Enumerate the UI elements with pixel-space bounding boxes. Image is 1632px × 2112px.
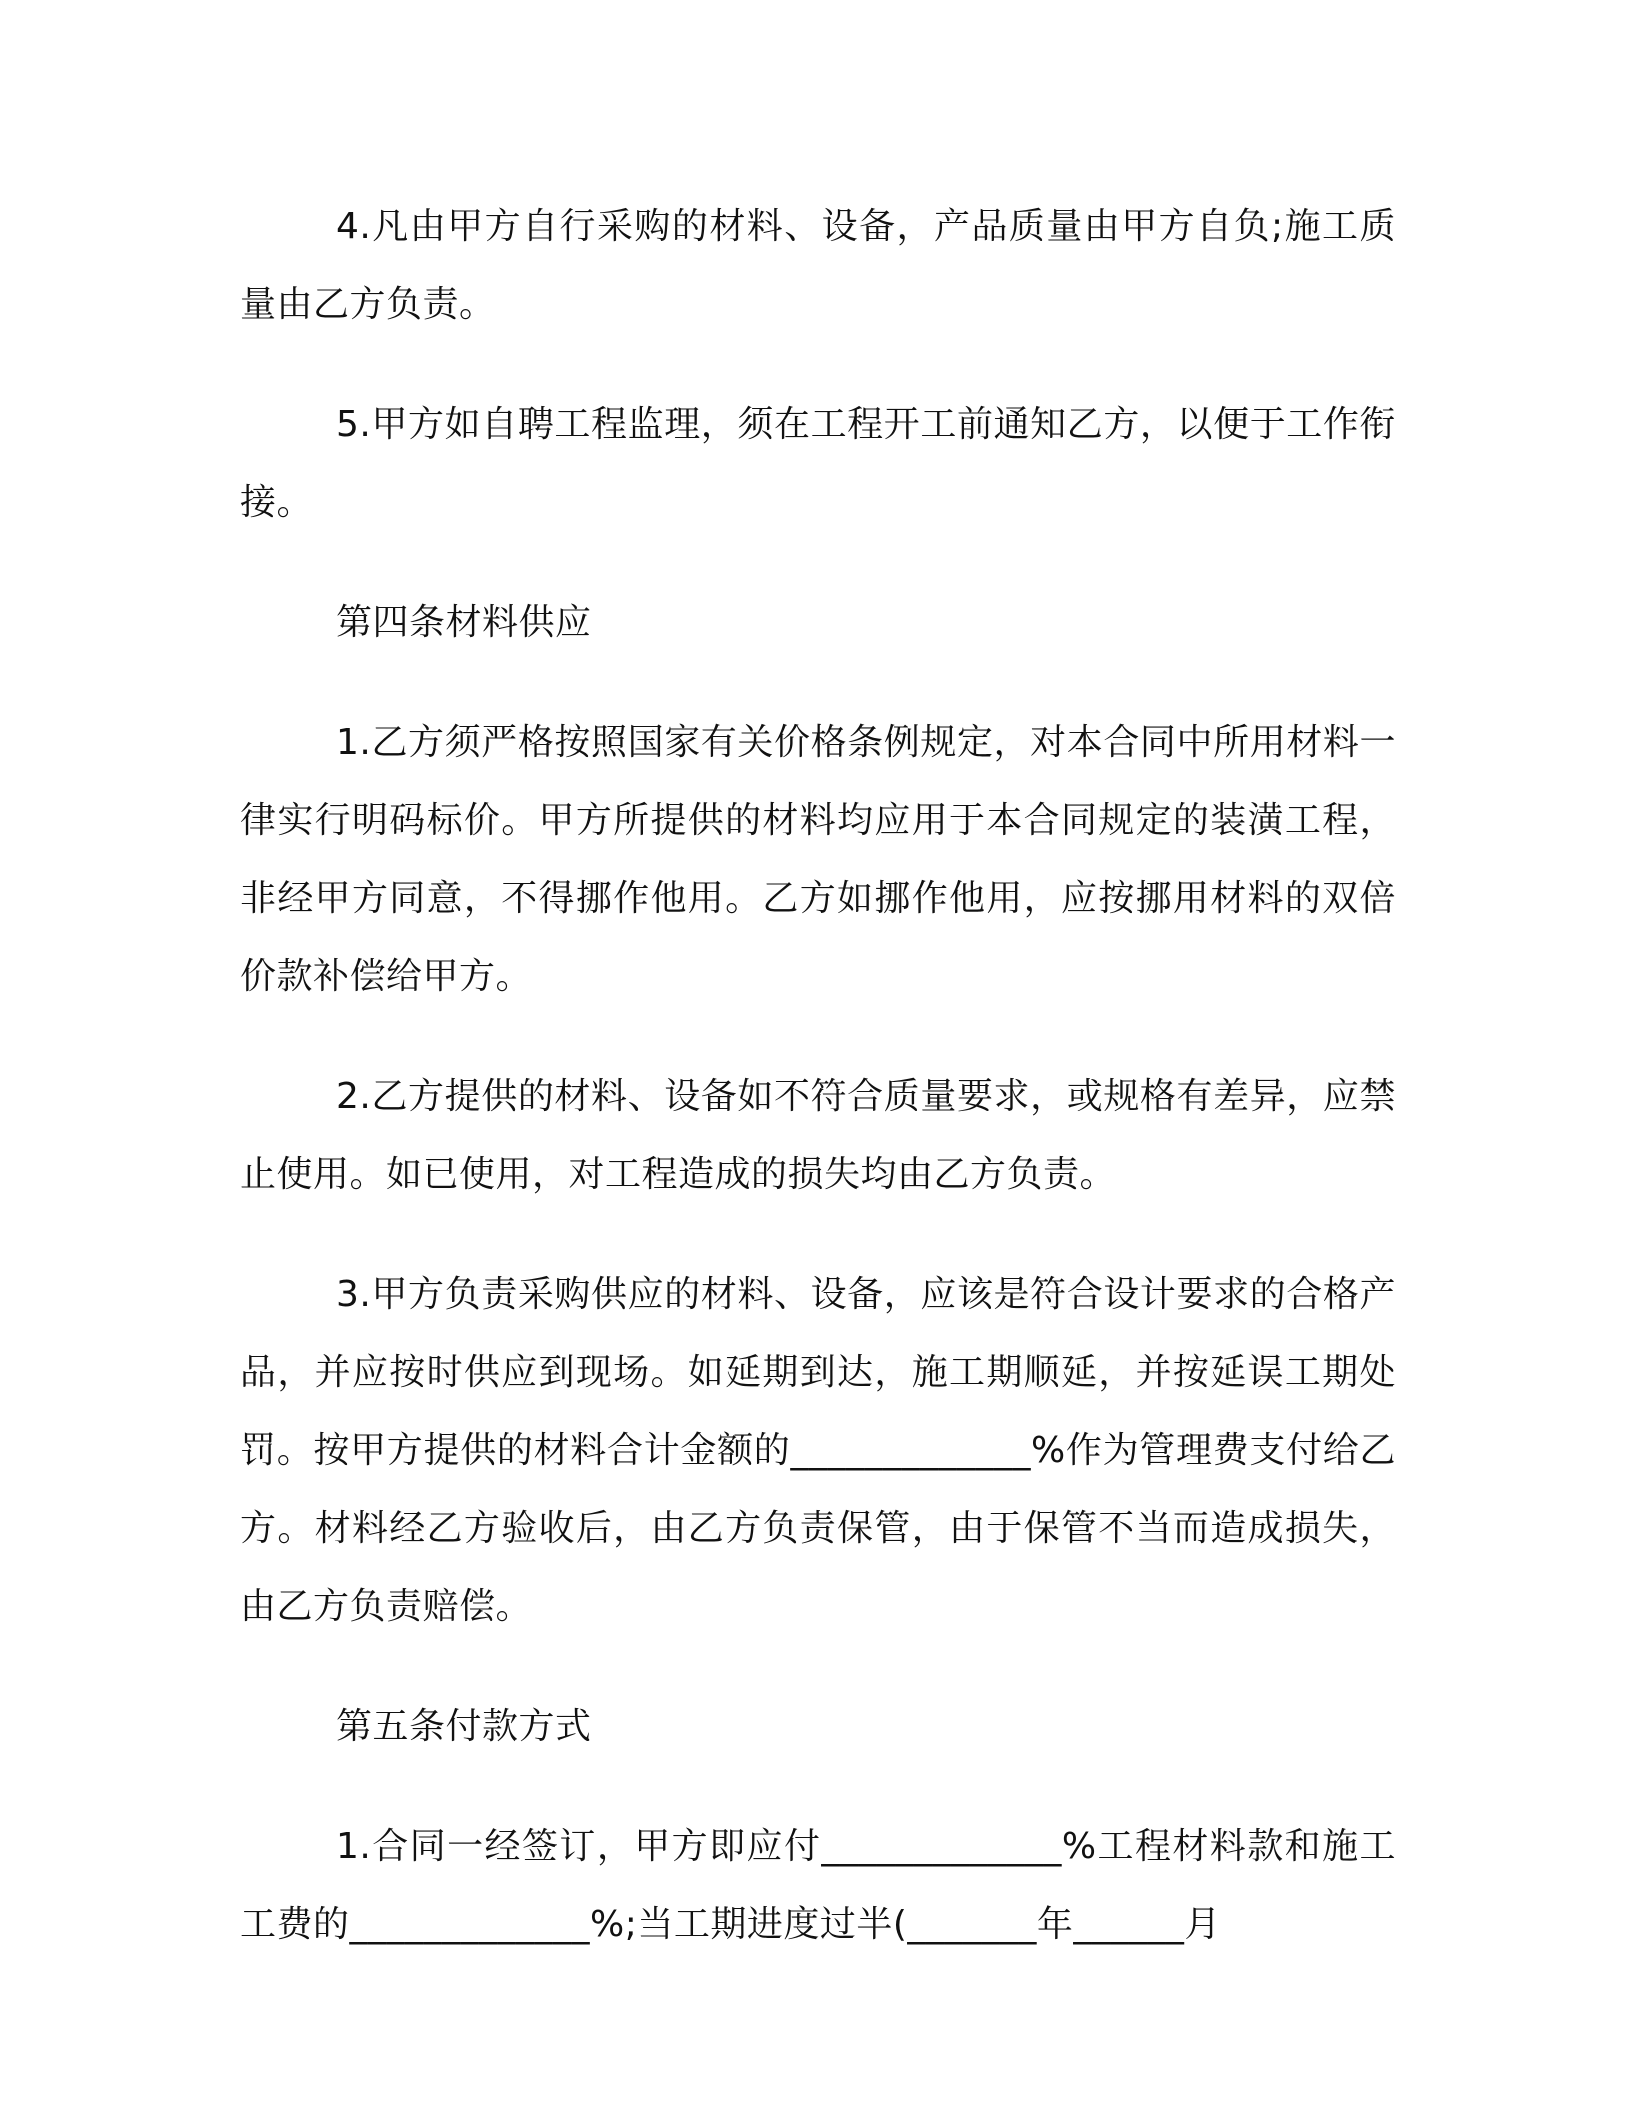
section-heading-article-5: 第五条付款方式 bbox=[336, 1706, 592, 1747]
clause-4-1-pricing: 1.乙方须严格按照国家有关价格条例规定，对本合同中所用材料一律实行明码标价。甲方所提供的材料均应用于本合同规定的装潢工程，非经甲方同意，不得挪作他用。乙方如挪作他用，应按挪用材料的双倍价款补偿给甲方。 bbox=[240, 722, 1396, 997]
clause-4-2-quality: 2.乙方提供的材料、设备如不符合质量要求，或规格有差异，应禁止使用。如已使用，对工程造成的损失均由乙方负责。 bbox=[240, 1076, 1396, 1195]
clause-5-supervision: 5.甲方如自聘工程监理，须在工程开工前通知乙方，以便于工作衔接。 bbox=[240, 404, 1396, 523]
clause-4-material-quality: 4.凡由甲方自行采购的材料、设备，产品质量由甲方自负;施工质量由乙方负责。 bbox=[240, 206, 1396, 325]
clause-5-1-payment: 1.合同一经签订，甲方即应付_____________%工程材料款和施工工费的_____________%;当工期进度过半(_______年______月 bbox=[240, 1826, 1396, 1945]
section-heading-article-4: 第四条材料供应 bbox=[336, 602, 592, 643]
clause-4-3-procurement: 3.甲方负责采购供应的材料、设备，应该是符合设计要求的合格产品，并应按时供应到现场。如延期到达，施工期顺延，并按延误工期处罚。按甲方提供的材料合计金额的_____________%作为管理费支付给乙方。材料经乙方验收后，由乙方负责保管，由于保管不当而造成损失，由乙方负责赔偿。 bbox=[240, 1274, 1396, 1627]
document-page bbox=[240, 188, 1396, 2006]
